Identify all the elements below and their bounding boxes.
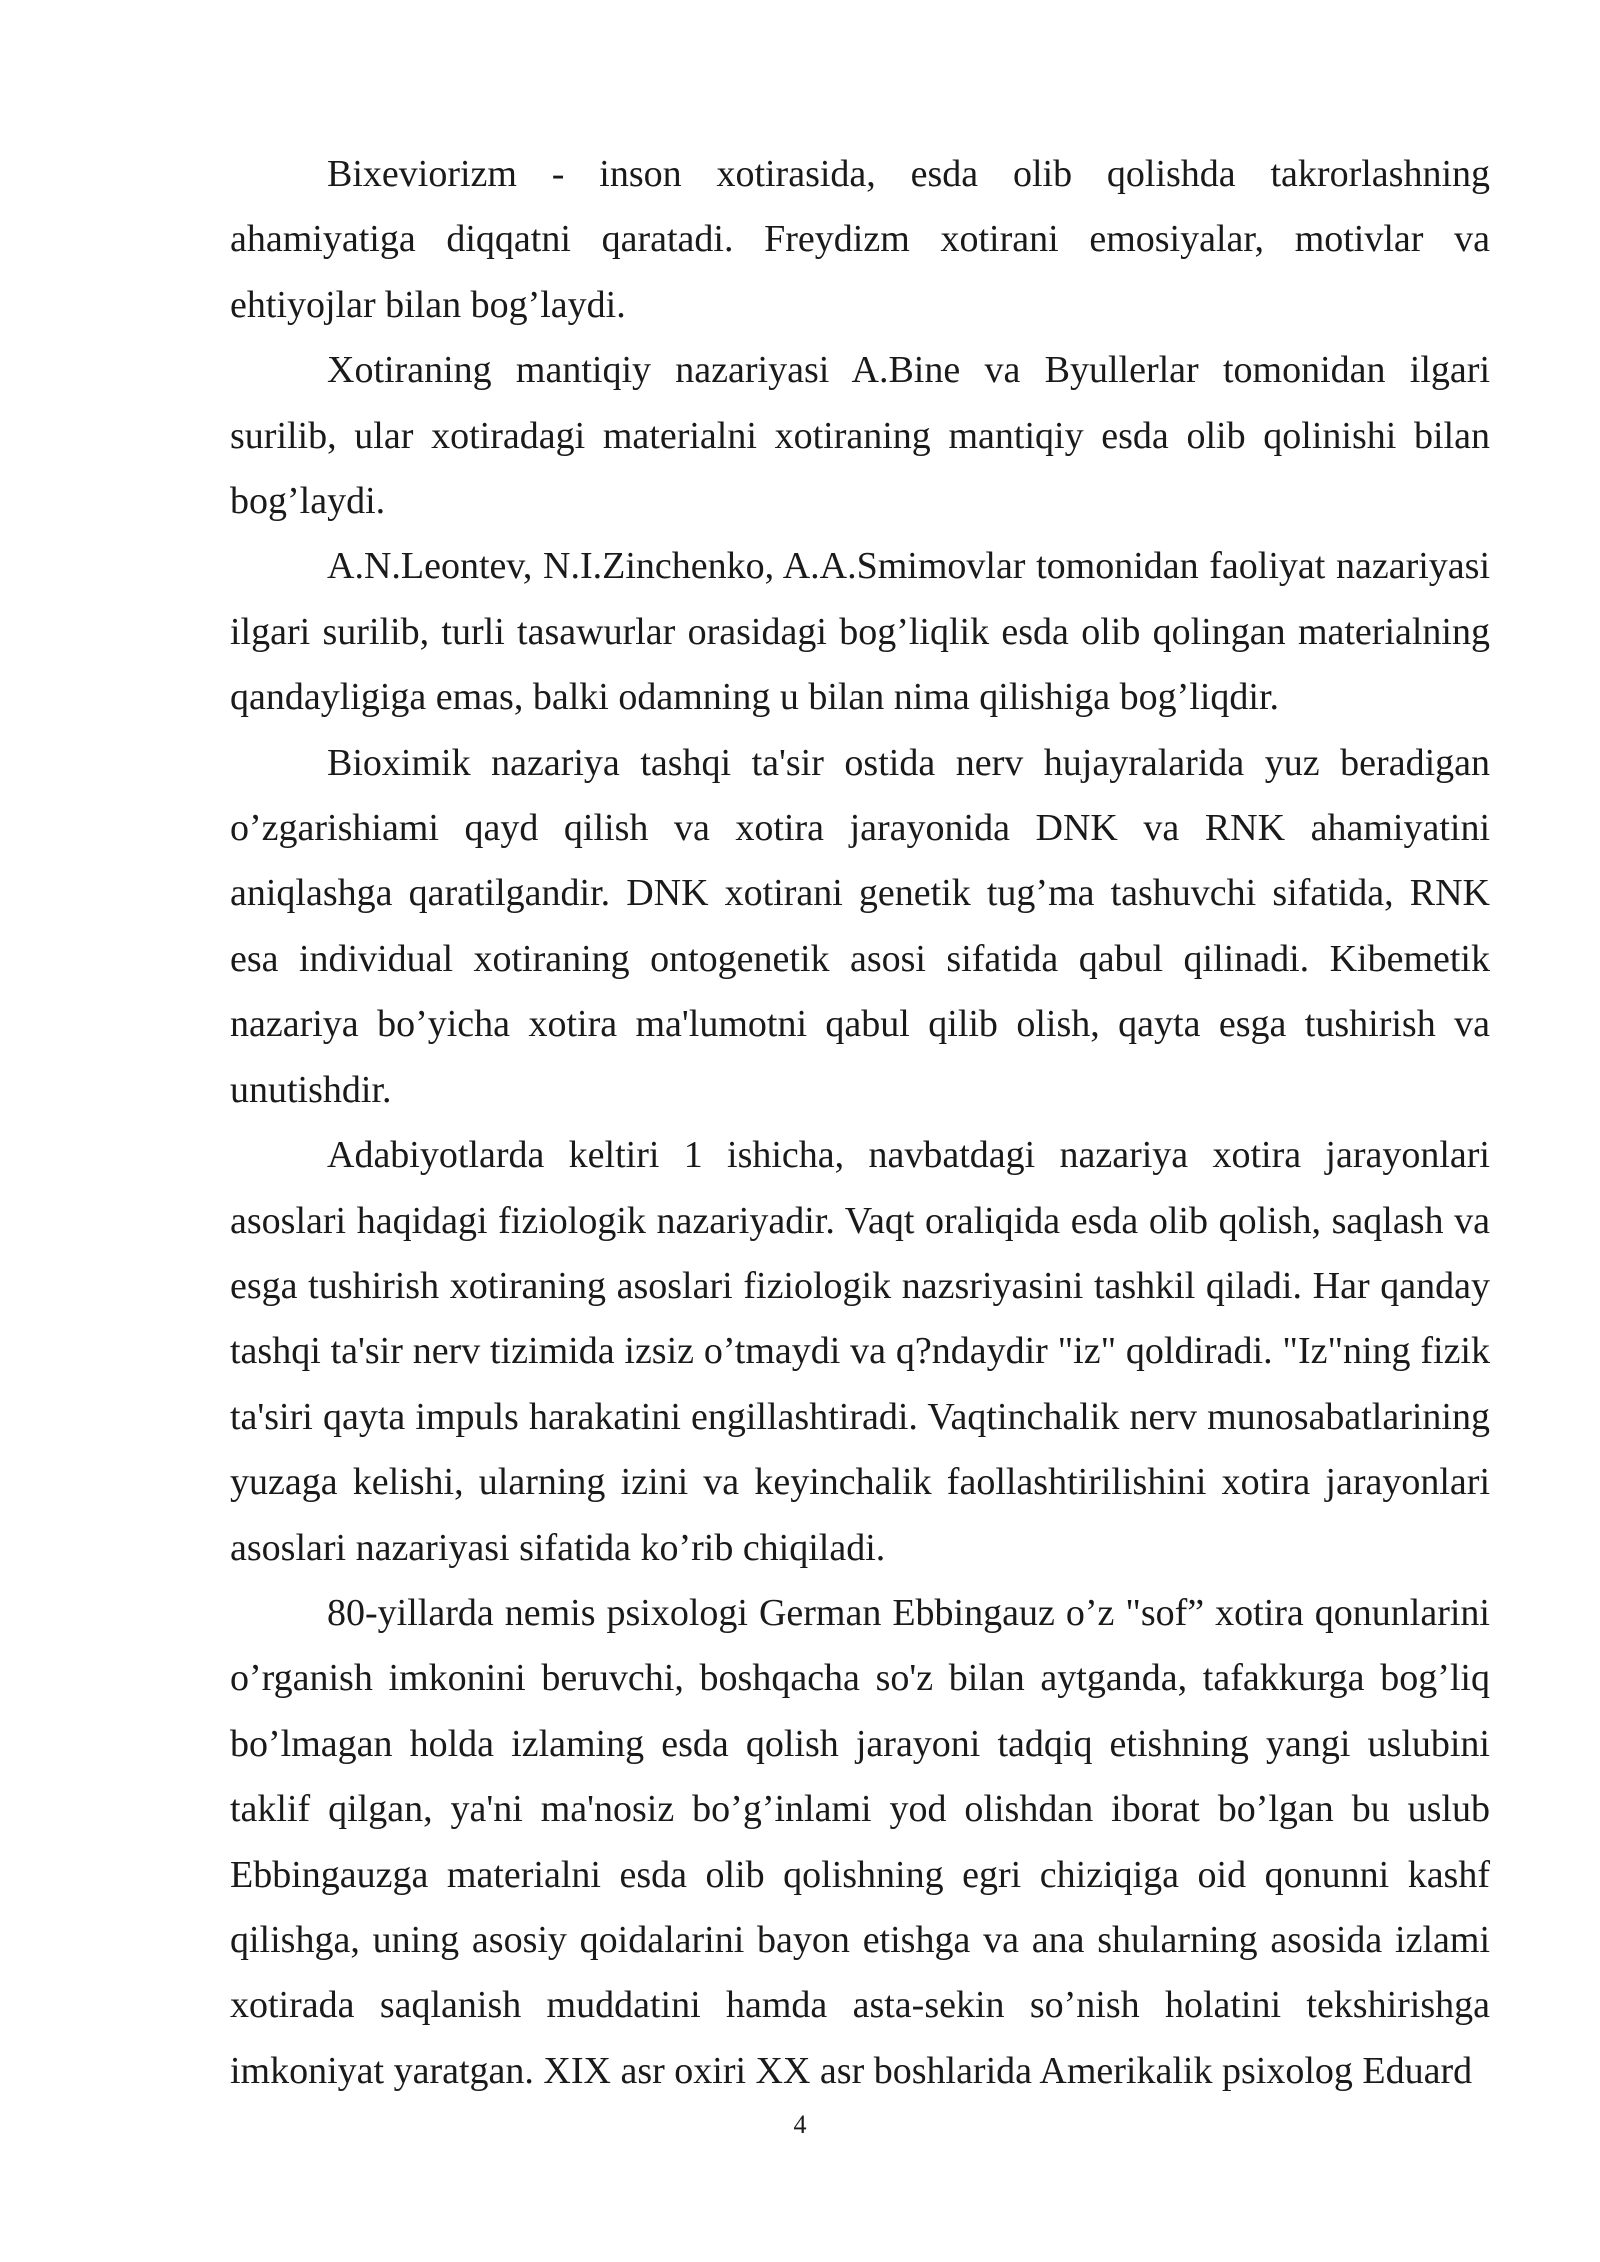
paragraph-ebbinghaus: 80-yillarda nemis psixologi German Ebbingauz o’z "sof” xotira qonunlarini o’rganish imkonini beruvchi, boshqacha so'z bilan aytganda, tafakkurga bog’liq bo’lmagan holda izlaming esda qolish jarayoni tadqiq etishning yangi uslubini taklif qilgan, ya'ni ma'nosiz bo’g’inlami yod olishdan iborat bo’lgan bu uslub Ebbingauzga materialni esda olib qolishning egri chiziqiga oid qonunni kashf qilishga, uning asosiy qoidalarini bayon etishga va ana shularning asosida izlami xotirada saqlanish muddatini hamda asta-sekin so’nish holatini tekshirishga imkoniyat yaratgan. XIX asr oxiri XX asr boshlarida Amerikalik psixolog Eduard — [230, 1591, 1490, 2092]
paragraph-logical-theory: Xotiraning mantiqiy nazariyasi A.Bine va Byullerlar tomonidan ilgari surilib, ular xotiradagi materialni xotiraning mantiqiy esda olib qolinishi bilan bog’laydi. — [230, 349, 1490, 523]
paragraph-activity-theory: A.N.Leontev, N.I.Zinchenko, A.A.Smimovlar tomonidan faoliyat nazariyasi ilgari surilib, turli tasawurlar orasidagi bog’liqlik esda olib qolingan materialning qandayligiga emas, balki odamning u bilan nima qilishiga bog’liqdir. — [230, 545, 1490, 719]
paragraph-physiological-theory: Adabiyotlarda keltiri 1 ishicha, navbatdagi nazariya xotira jarayonlari asoslari haqidagi fiziologik nazariyadir. Vaqt oraliqida esda olib qolish, saqlash va esga tushirish xotiraning asoslari fiziologik nazsriyasini tashkil qiladi. Har qanday tashqi ta'sir nerv tizimida izsiz o’tmaydi va q?ndaydir "iz" qoldiradi. "Iz"ning fizik ta'siri qayta impuls harakatini engillashtiradi. Vaqtinchalik nerv munosabatlarining yuzaga kelishi, ularning izini va keyinchalik faollashtirilishini xotira jarayonlari asoslari nazariyasi sifatida ko’rib chiqiladi. — [230, 1134, 1490, 1569]
page-body — [230, 142, 1490, 2104]
paragraph-behaviorism: Bixeviorizm - inson xotirasida, esda olib qolishda takrorlashning ahamiyatiga diqqatni qaratadi. Freydizm xotirani emosiyalar, motivlar va ehtiyojlar bilan bog’laydi. — [230, 153, 1490, 326]
page-number: 4 — [793, 2110, 807, 2139]
paragraph-biochemical-theory: Bioximik nazariya tashqi ta'sir ostida nerv hujayralarida yuz beradigan o’zgarishiami qayd qilish va xotira jarayonida DNK va RNK ahamiyatini aniqlashga qaratilgandir. DNK xotirani genetik tug’ma tashuvchi sifatida, RNK esa individual xotiraning ontogenetik asosi sifatida qabul qilinadi. Kibemetik nazariya bo’yicha xotira ma'lumotni qabul qilib olish, qayta esga tushirish va unutishdir. — [230, 741, 1490, 1111]
